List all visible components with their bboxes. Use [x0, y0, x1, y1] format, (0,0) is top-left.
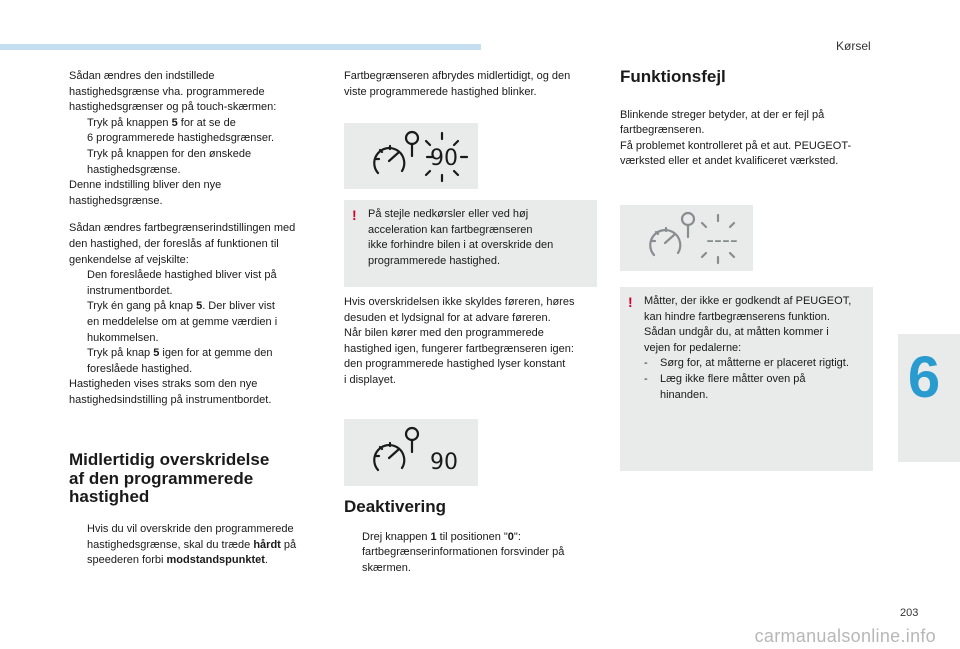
- bullet-item: Den foreslåede hastighed bliver vist på instrumentbordet.: [69, 268, 331, 299]
- speedometer-icon: [344, 123, 478, 189]
- watermark: carmanualsonline.info: [754, 626, 936, 646]
- speedometer-icon: [620, 205, 753, 271]
- column-left: [69, 69, 331, 569]
- bullet-icon: [69, 147, 87, 178]
- bullet-item: Tryk på knappen for den ønskede hastighedsgrænse.: [69, 147, 331, 178]
- dash-item: - Sørg for, at måtterne er placeret rigtigt.: [644, 357, 849, 370]
- bullet-icon: [69, 116, 87, 147]
- warning-icon: !: [352, 207, 357, 223]
- warning-box: ! Måtter, der ikke er godkendt af PEUGEOT, kan hindre fartbegrænserens funktion. Sådan undgår du, at måtten kommer i vejen for pedalerne: - Sørg for, at måtterne er placeret rigtigt. - Læg ikke flere måtter oven på hinanden.: [620, 287, 873, 471]
- section-heading: Funktionsfejl: [620, 67, 726, 86]
- paragraph: Hastigheden vises straks som den nye hastighedsindstilling på instrumentbordet.: [69, 378, 272, 406]
- dash-item: - Læg ikke flere måtter oven på hinanden.: [644, 372, 806, 401]
- speedometer-icon: [344, 419, 478, 486]
- speed-value: 90: [430, 450, 458, 475]
- bullet-icon: [69, 299, 87, 346]
- warning-icon: !: [628, 294, 633, 310]
- bullet-icon: [344, 530, 362, 577]
- section-heading: Midlertidig overskridelse af den programmerede hastighed: [69, 450, 270, 507]
- bullet-icon: [69, 268, 87, 299]
- warning-box: ! På stejle nedkørsler eller ved høj acceleration kan fartbegrænseren ikke forhindre bilen i at overskride den programmerede hastighed.: [344, 200, 597, 287]
- header-bar: [0, 44, 481, 50]
- bullet-item: Drej knappen 1 til positionen "0": fartbegrænserinformationen forsvinder på skærmen.: [344, 530, 604, 577]
- section-title: Kørsel: [836, 39, 871, 53]
- bullet-item: Hvis du vil overskride den programmerede hastighedsgrænse, skal du træde hårdt på speederen forbi modstandspunktet.: [69, 522, 331, 569]
- bullet-item: Tryk én gang på knap 5. Der bliver vist en meddelelse om at gemme værdien i hukommelsen.: [69, 299, 331, 346]
- section-heading: Deaktivering: [344, 497, 447, 516]
- paragraph-intro: Sådan ændres den indstillede hastighedsgrænse vha. programmerede hastighedsgrænser og på touch-skærmen:: [69, 70, 277, 114]
- bullet-item: Tryk på knappen 5 for at se de 6 programmerede hastighedsgrænser.: [69, 116, 331, 147]
- paragraph: Hvis overskridelsen ikke skyldes føreren, høres desuden et lydsignal for at advare føreren. Når bilen kører med den programmerede hastighed igen, fungerer fartbegrænseren igen: den programmerede hastighed lyser konstant i displayet.: [344, 296, 575, 386]
- paragraph: Blinkende streger betyder, at der er fejl på fartbegrænseren. Få problemet kontrolleret på et aut. PEUGEOT- værksted eller et andet kvalificeret værksted.: [620, 108, 852, 168]
- chapter-number: 6: [907, 345, 941, 410]
- speed-display-steady: [344, 419, 478, 486]
- bullet-icon: [69, 346, 87, 377]
- speed-display-blinking: [344, 123, 478, 189]
- speed-display-fault: [620, 205, 753, 271]
- speed-value: 90: [430, 146, 458, 171]
- column-right: [620, 68, 880, 170]
- column-middle: [344, 69, 604, 100]
- fault-dashes: ----: [706, 228, 738, 253]
- paragraph: Denne indstilling bliver den nye hastighedsgrænse.: [69, 179, 222, 207]
- bullet-item: Tryk på knap 5 igen for at gemme den foreslåede hastighed.: [69, 346, 331, 377]
- bullet-icon: [69, 522, 87, 569]
- paragraph: Sådan ændres fartbegrænserindstillingen med den hastighed, der foreslås af funktionen til genkendelse af vejskilte:: [69, 222, 296, 266]
- paragraph: Fartbegrænseren afbrydes midlertidigt, og den viste programmerede hastighed blinker.: [344, 70, 571, 98]
- deactivation-section: [344, 498, 604, 576]
- page-number: 203: [900, 607, 919, 619]
